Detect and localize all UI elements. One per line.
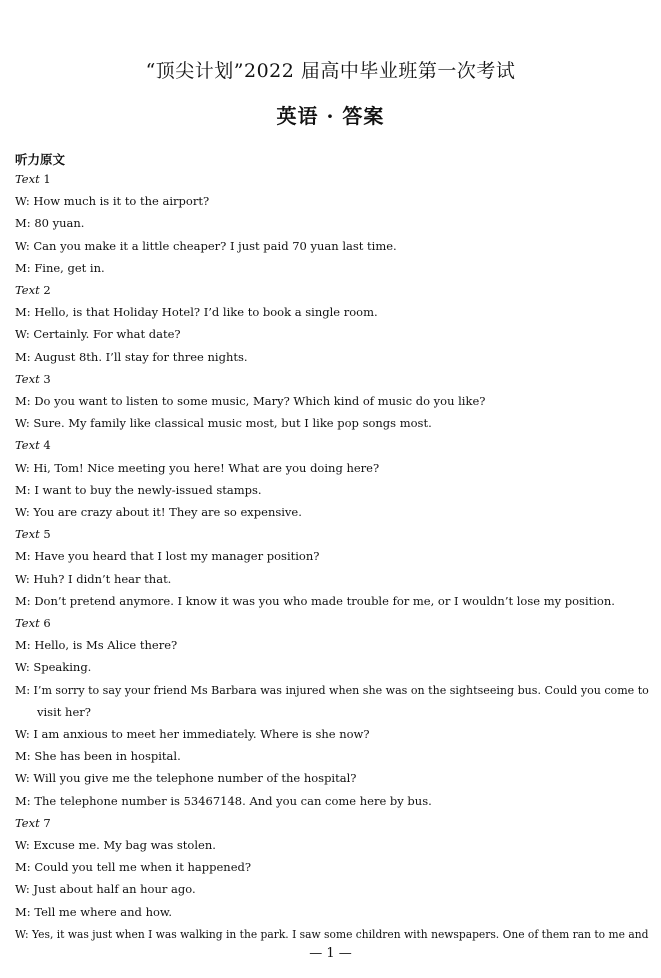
dialogue-text: Yes, it was just when I was walking in the park. I saw some children with newspapers. One of them ran to me and <box>32 926 649 941</box>
dialogue-text: Don’t pretend anymore. I know it was you who made trouble for me, or I wouldn’t lose my position. <box>34 593 615 608</box>
dialogue-text: August 8th. I’ll stay for three nights. <box>34 349 248 364</box>
text-number: 4 <box>39 438 51 453</box>
dialogue-line <box>15 479 262 501</box>
text-header <box>15 812 51 834</box>
dialogue-text: 80 yuan. <box>34 216 85 231</box>
dialogue-line <box>15 568 171 590</box>
speaker-label: W: <box>15 460 34 475</box>
speaker-label: M: <box>15 749 35 764</box>
text-label: Text <box>15 283 40 297</box>
dialogue-text: I want to buy the newly-issued stamps. <box>34 482 262 497</box>
text-number: 2 <box>39 283 51 297</box>
dialogue-line <box>15 634 177 656</box>
dialogue-text: How much is it to the airport? <box>33 194 210 209</box>
speaker-label: M: <box>15 394 35 408</box>
dialogue-text: Tell me where and how. <box>34 904 173 919</box>
dialogue-line <box>15 212 84 234</box>
dialogue-text: Excuse me. My bag was stolen. <box>33 838 216 852</box>
speaker-label: M: <box>15 638 35 653</box>
text-header <box>15 612 51 634</box>
speaker-label: M: <box>15 682 34 697</box>
dialogue-text: The telephone number is 53467148. And you can come here by bus. <box>34 793 432 808</box>
dialogue-line <box>15 679 649 701</box>
speaker-label: M: <box>15 349 35 364</box>
speaker-label: W: <box>15 882 34 897</box>
dialogue-text: Hi, Tom! Nice meeting you here! What are you doing here? <box>33 460 380 475</box>
text-number: 3 <box>39 371 51 386</box>
dialogue-text: Speaking. <box>33 660 92 675</box>
dialogue-line <box>15 390 485 412</box>
speaker-label: W: <box>15 771 34 786</box>
speaker-label: M: <box>15 216 35 231</box>
speaker-label: M: <box>15 904 35 919</box>
dialogue-text: Hello, is that Holiday Hotel? I’d like to book a single room. <box>34 305 378 320</box>
dialogue-text: Have you heard that I lost my manager position? <box>34 549 320 564</box>
dialogue-text: Huh? I didn’t hear that. <box>33 571 172 586</box>
speaker-label: W: <box>15 838 34 852</box>
dialogue-line <box>15 656 91 678</box>
speaker-label: W: <box>15 926 33 941</box>
dialogue-text: You are crazy about it! They are so expensive. <box>33 505 302 519</box>
speaker-label: M: <box>15 260 35 275</box>
dialogue-text: Will you give me the telephone number of the hospital? <box>33 771 357 786</box>
speaker-label: W: <box>15 727 34 741</box>
text-header <box>15 434 51 456</box>
speaker-label: M: <box>15 793 35 808</box>
dialogue-line <box>15 545 319 567</box>
dialogue-text: I am anxious to meet her immediately. Where is she now? <box>33 727 370 741</box>
dialogue-line <box>15 346 248 368</box>
dialogue-line <box>15 190 209 212</box>
speaker-label: W: <box>15 238 34 253</box>
text-number: 7 <box>39 815 51 830</box>
dialogue-line <box>15 457 379 479</box>
text-header <box>15 168 51 190</box>
dialogue-line <box>15 323 181 345</box>
speaker-label: M: <box>15 549 35 564</box>
section-heading: 听力原文 <box>15 152 66 167</box>
dialogue-text: She has been in hospital. <box>34 749 181 764</box>
dialogue-line <box>15 745 181 767</box>
speaker-label: M: <box>15 860 35 875</box>
dialogue-line <box>15 901 172 923</box>
text-number: 5 <box>39 527 51 542</box>
dialogue-line <box>15 878 196 900</box>
speaker-label: M: <box>15 482 35 497</box>
speaker-label: W: <box>15 660 34 675</box>
dialogue-text: Can you make it a little cheaper? I just paid 70 yuan last time. <box>33 238 397 253</box>
text-header <box>15 279 51 301</box>
dialogue-line <box>15 790 432 812</box>
text-number: 6 <box>39 616 51 630</box>
dialogue-text: Just about half an hour ago. <box>33 882 196 897</box>
dialogue-text: Do you want to listen to some music, Mary? Which kind of music do you like? <box>34 394 486 408</box>
text-number: 1 <box>39 172 51 186</box>
text-label: Text <box>15 438 40 453</box>
dialogue-text: I’m sorry to say your friend Ms Barbara was injured when she was on the sightseeing bus. Could you come to <box>33 682 649 697</box>
dialogue-line <box>15 501 302 523</box>
dialogue-line <box>15 723 370 745</box>
dialogue-continuation: visit her? <box>37 704 91 719</box>
dialogue-text: Fine, get in. <box>34 260 105 275</box>
text-label: Text <box>15 371 40 386</box>
exam-title: “顶尖计划”2022 届高中毕业班第一次考试 <box>145 60 516 82</box>
dialogue-line <box>15 301 378 323</box>
dialogue-line <box>15 235 397 257</box>
text-label: Text <box>15 172 40 186</box>
dialogue-line <box>15 923 648 945</box>
text-header <box>15 368 51 390</box>
dialogue-line <box>15 856 251 878</box>
dialogue-text: Hello, is Ms Alice there? <box>34 638 178 653</box>
speaker-label: W: <box>15 416 34 431</box>
dialogue-text: Certainly. For what date? <box>33 327 181 342</box>
speaker-label: M: <box>15 593 35 608</box>
text-header <box>15 523 51 545</box>
speaker-label: M: <box>15 305 35 320</box>
speaker-label: W: <box>15 571 34 586</box>
speaker-label: W: <box>15 327 34 342</box>
text-label: Text <box>15 815 40 830</box>
speaker-label: W: <box>15 194 34 209</box>
text-label: Text <box>15 616 40 630</box>
dialogue-line <box>15 412 432 434</box>
dialogue-line <box>15 834 216 856</box>
answer-subtitle: 英语 · 答案 <box>276 104 385 128</box>
dialogue-line <box>15 590 615 612</box>
page-number: — 1 — <box>309 946 352 961</box>
dialogue-text: Could you tell me when it happened? <box>34 860 252 875</box>
text-label: Text <box>15 527 40 542</box>
dialogue-line <box>15 257 105 279</box>
dialogue-line <box>15 767 356 789</box>
dialogue-text: Sure. My family like classical music most, but I like pop songs most. <box>33 416 432 431</box>
speaker-label: W: <box>15 505 34 519</box>
